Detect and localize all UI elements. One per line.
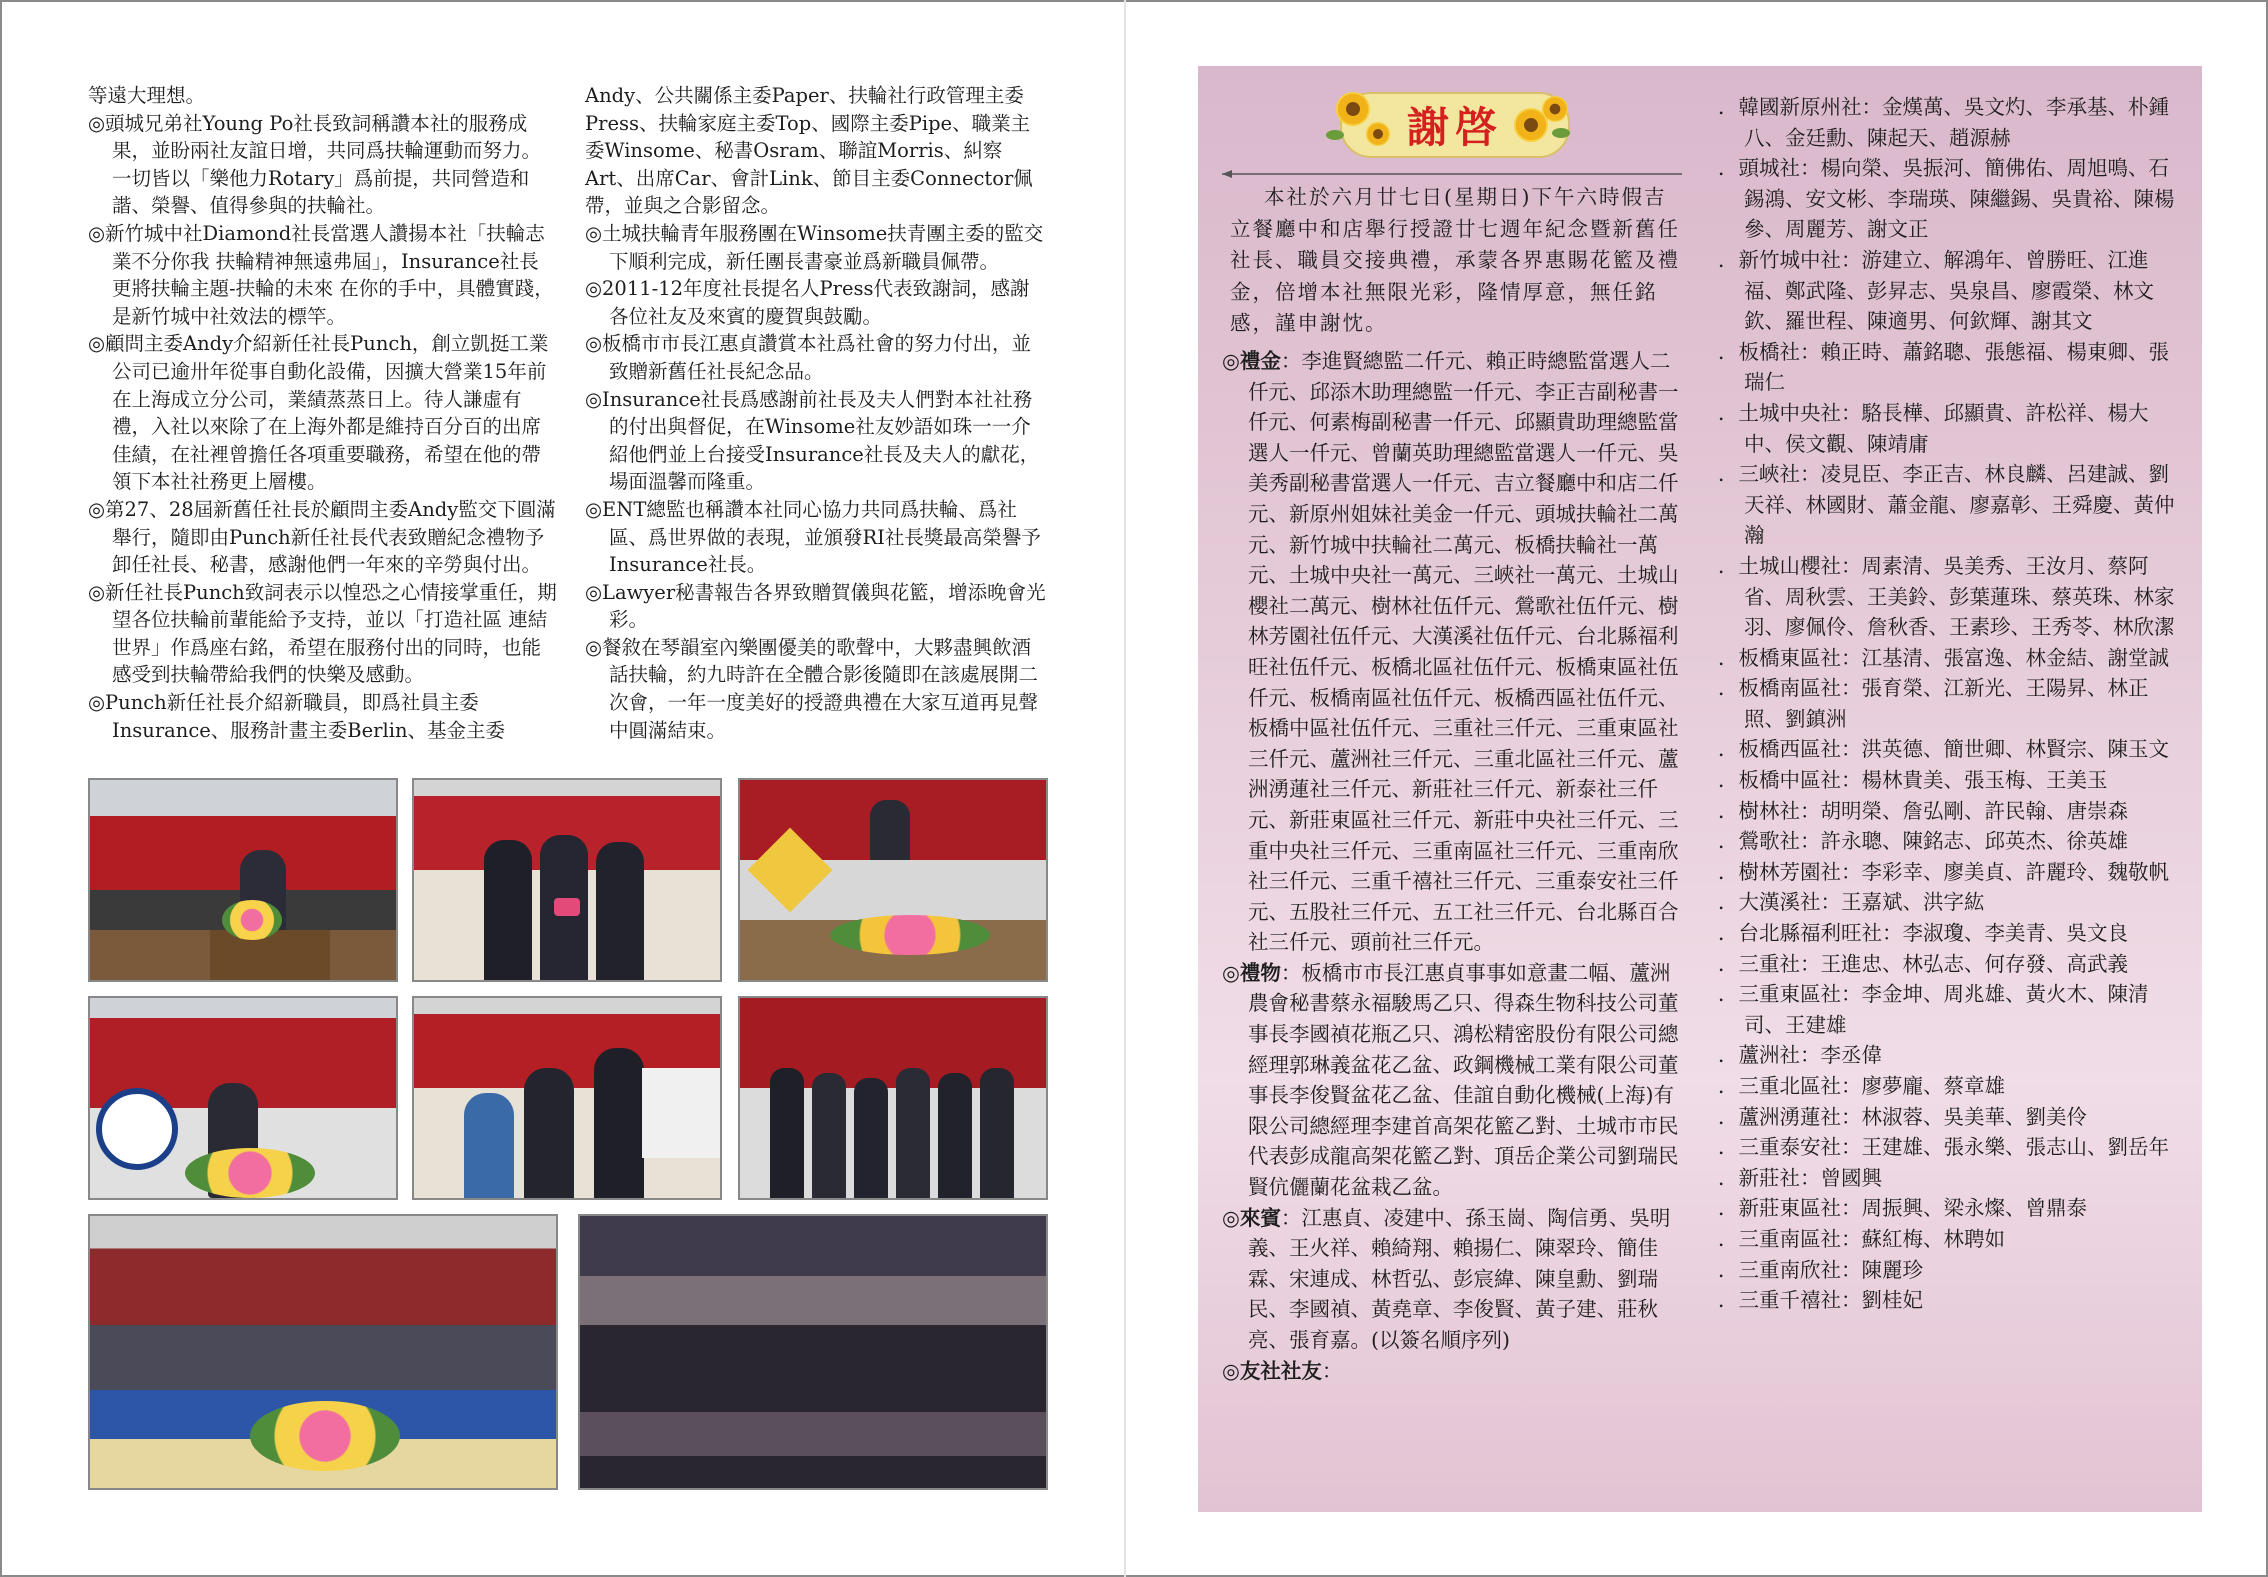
photo-6-person-5 bbox=[938, 1073, 972, 1198]
article-paragraph bbox=[88, 220, 558, 330]
title-divider bbox=[1222, 169, 1682, 179]
spread-gutter bbox=[1124, 0, 1126, 1577]
bullet-mark: ◎ bbox=[88, 332, 106, 356]
photo-6-person-1 bbox=[770, 1068, 804, 1198]
club-entry bbox=[1718, 887, 2188, 918]
club-entry bbox=[1718, 245, 2188, 337]
paragraph-text: 板橋市市長江惠貞讚賞本社爲社會的努力付出，並致贈新舊任社長紀念品。 bbox=[602, 332, 1032, 383]
club-text: 新莊社：曾國興 bbox=[1738, 1165, 1882, 1190]
section-text: ：李進賢總監二仟元、賴正時總監當選人二仟元、邱添木助理總監一仟元、李正吉副秘書一仟元、何素梅副秘書一仟元、邱顯貴助理總監當選人一仟元、曾蘭英助理總監當選人一仟元、吳美秀副秘書當選人一仟元、吉立餐廳中和店二仟元、新原州姐妹社美金一仟元、頭城扶輪社二萬元、新竹城中扶輪社二萬元、板橋扶輪社一萬元、土城中央社一萬元、三峽社一萬元、土城山櫻社二萬元、樹林社伍仟元、鶯歌社伍仟元、樹林芳園社伍仟元、大漢溪社伍仟元、台北縣福利旺社伍仟元、板橋北區社伍仟元、板橋東區社伍仟元、板橋南區社伍仟元、板橋西區社伍仟元、板橋中區社伍仟元、三重社三仟元、三重東區社三仟元、蘆洲社三仟元、三重北區社三仟元、蘆洲湧蓮社三仟元、新莊社三仟元、新泰社三仟元、新莊東區社三仟元、新莊中央社三仟元、三重中央社三仟元、三重南區社三仟元、三重南欣社三仟元、三重千禧社三仟元、三重泰安社三仟元、五股社三仟元、五工社三仟元、台北縣百合社三仟元、頭前社三仟元。 bbox=[1248, 349, 1679, 955]
bullet-dot: ． bbox=[1718, 645, 1739, 670]
bullet-dot: ． bbox=[1718, 95, 1739, 119]
club-entry bbox=[1718, 337, 2188, 398]
club-entry bbox=[1718, 1224, 2188, 1255]
club-entry bbox=[1718, 979, 2188, 1040]
club-entry bbox=[1718, 1102, 2188, 1133]
club-entry bbox=[1718, 551, 2188, 643]
club-entry bbox=[1718, 1040, 2188, 1071]
photo-6-person-2 bbox=[812, 1073, 846, 1198]
club-entry bbox=[1718, 643, 2188, 674]
club-text: 三重北區社：廖夢龐、蔡章雄 bbox=[1738, 1074, 2005, 1098]
article-paragraph bbox=[585, 220, 1047, 275]
article-paragraph bbox=[585, 275, 1047, 330]
photo-6-person-3 bbox=[854, 1078, 888, 1198]
club-entry bbox=[1718, 153, 2188, 245]
sunflower-icon bbox=[1336, 92, 1370, 126]
paragraph-text: 第27、28屆新舊任社長於顧問主委Andy監交下圓滿舉行，隨即由Punch新任社長代表致贈紀念禮物予卸任社長、秘書，感謝他們一年來的辛勞與付出。 bbox=[105, 497, 556, 577]
section-text: ：江惠貞、凌建中、孫玉崗、陶信勇、吳明義、王火祥、賴綺翔、賴揚仁、陳翠玲、簡佳霖、宋連成、林哲弘、彭宸緯、陳皇勳、劉瑞民、李國禎、黃堯章、李俊賢、黃子建、莊秋亮、張育嘉。(以簽名順序列) bbox=[1248, 1205, 1671, 1352]
article-paragraph bbox=[585, 386, 1047, 496]
bullet-mark: ◎ bbox=[88, 497, 106, 521]
club-text: 三重泰安社：王建雄、張永樂、張志山、劉岳年 bbox=[1738, 1135, 2169, 1160]
bullet-dot: ． bbox=[1718, 798, 1739, 823]
club-entry bbox=[1718, 1132, 2188, 1163]
section-text: ：板橋市市長江惠貞事事如意畫二幅、蘆洲農會秘書蔡永福駿馬乙只、得森生物科技公司董事長李國禎花瓶乙只、鴻松精密股份有限公司總經理郭琳義盆花乙盆、政鋼機械工業有限公司董事長李俊賢盆花乙盆、佳誼自動化機械(上海)有限公司總經理李建首高架花籃乙對、土城市市民代表彭成龍高架花籃乙對、頂岳企業公司劉瑞民賢伉儷蘭花盆栽乙盆。 bbox=[1248, 960, 1679, 1200]
article-paragraph bbox=[585, 496, 1047, 579]
bullet-dot: ． bbox=[1718, 339, 1739, 364]
bullet-dot: ． bbox=[1718, 553, 1739, 578]
bullet-dot: ． bbox=[1718, 1196, 1739, 1221]
paragraph-text: Lawyer秘書報告各界致贈賀儀與花籃，增添晚會光彩。 bbox=[602, 580, 1046, 632]
club-text: 板橋中區社：楊林貴美、張玉梅、王美玉 bbox=[1738, 768, 2108, 793]
club-entry bbox=[1718, 1255, 2188, 1286]
article-paragraph bbox=[88, 496, 558, 579]
bullet-mark: ◎ bbox=[585, 497, 603, 521]
bullet-dot: ． bbox=[1718, 1104, 1739, 1129]
club-text: 頭城社：楊向榮、吳振河、簡佛佑、周旭鳴、石錫鴻、安文彬、李瑞瑛、陳繼錫、吳貴裕、陳楊參、周麗芳、謝文正 bbox=[1738, 156, 2175, 242]
photo-4 bbox=[88, 996, 398, 1200]
club-text: 土城中央社：駱長樺、邱顯貴、許松祥、楊大中、侯文觀、陳靖庸 bbox=[1738, 400, 2149, 456]
paragraph-text: 顧問主委Andy介紹新任社長Punch，創立凱挺工業公司已逾卅年從事自動化設備，因擴大營業15年前在上海成立分公司，業績蒸蒸日上。待人謙虛有禮，入社以來除了在上海外都是維持百分百的出席佳績，在社裡曾擔任各項重要職務，希望在他的帶領下本社社務更上層樓。 bbox=[105, 332, 549, 494]
leaf-icon bbox=[1552, 128, 1570, 138]
section-mark: ◎ bbox=[1222, 349, 1240, 373]
paragraph-text: 餐敘在琴韻室內樂團優美的歌聲中，大夥盡興飲酒話扶輪，約九時許在全體合影後隨即在該處展開二次會，一年一度美好的授證典禮在大家互道再見聲中圓滿結束。 bbox=[602, 635, 1039, 742]
club-entry bbox=[1718, 673, 2188, 734]
section-mark: ◎ bbox=[1222, 960, 1240, 985]
bullet-dot: ． bbox=[1718, 737, 1739, 762]
club-entry bbox=[1718, 1071, 2188, 1102]
article-paragraph bbox=[585, 579, 1047, 634]
club-text: 土城山櫻社：周素清、吳美秀、王汝月、蔡阿省、周秋雲、王美鈴、彭葉蓮珠、蔡英珠、林家羽、廖佩伶、詹秋香、王素珍、王秀苓、林欣潔 bbox=[1738, 553, 2175, 640]
club-entry bbox=[1718, 796, 2188, 827]
club-text: 大漢溪社：王嘉斌、洪字紘 bbox=[1738, 890, 1985, 915]
bullet-dot: ． bbox=[1718, 1074, 1739, 1098]
section-heading: 友社社友 bbox=[1239, 1358, 1322, 1383]
thanks-section bbox=[1222, 1203, 1684, 1356]
bullet-mark: ◎ bbox=[88, 691, 106, 715]
article-paragraph bbox=[585, 330, 1047, 385]
thanks-intro bbox=[1230, 182, 1682, 340]
photo-6-person-6 bbox=[980, 1068, 1014, 1198]
section-heading: 來賓 bbox=[1239, 1205, 1281, 1230]
photo-2-person-1 bbox=[484, 840, 532, 980]
photo-7 bbox=[88, 1214, 558, 1490]
bullet-dot: ． bbox=[1718, 859, 1739, 884]
bullet-dot: ． bbox=[1718, 1165, 1739, 1190]
section-heading: 禮金 bbox=[1239, 349, 1281, 373]
article-paragraph bbox=[585, 634, 1047, 744]
bullet-mark: ◎ bbox=[585, 580, 603, 604]
club-text: 三重南區社：蘇紅梅、林聘如 bbox=[1738, 1226, 2005, 1251]
article-paragraph bbox=[88, 579, 558, 689]
bullet-mark: ◎ bbox=[585, 221, 603, 245]
bullet-mark: ◎ bbox=[585, 387, 603, 411]
paragraph-text: 土城扶輪青年服務團在Winsome扶青團主委的監交下順利完成，新任團長書豪並爲新職員佩帶。 bbox=[602, 221, 1044, 273]
club-text: 鶯歌社：許永聰、陳銘志、邱英杰、徐英雄 bbox=[1738, 829, 2128, 854]
paragraph-text: 新竹城中社Diamond社長當選人讚揚本社「扶輪志業不分你我 扶輪精神無遠弗屆」，Insurance社長更將扶輪主題-扶輪的未來 在你的手中，具體實踐，是新竹城中社效法的標竿。 bbox=[105, 221, 554, 328]
club-text: 韓國新原州社：金熯萬、吳文灼、李承基、朴鍾八、金廷勳、陳起天、趙源赫 bbox=[1738, 95, 2169, 150]
thanks-section bbox=[1222, 958, 1684, 1203]
bullet-dot: ． bbox=[1718, 890, 1739, 915]
photo-3 bbox=[738, 778, 1048, 982]
photo-2-gift bbox=[554, 898, 580, 916]
bullet-dot: ． bbox=[1718, 829, 1739, 854]
thanks-title: 謝啓 bbox=[1406, 103, 1503, 152]
club-entry bbox=[1718, 918, 2188, 949]
article-paragraph bbox=[88, 689, 558, 744]
leaf-icon bbox=[1326, 130, 1344, 140]
club-text: 板橋西區社：洪英德、簡世卿、林賢宗、陳玉文 bbox=[1738, 737, 2169, 762]
photo-6-person-4 bbox=[896, 1068, 930, 1198]
section-text: ： bbox=[1321, 1358, 1343, 1383]
bullet-dot: ． bbox=[1718, 768, 1739, 793]
paragraph-text: ENT總監也稱讚本社同心協力共同爲扶輪、爲社區、爲世界做的表現，並頒發RI社長獎最高榮譽予Insurance社長。 bbox=[602, 497, 1041, 577]
article-paragraph bbox=[88, 330, 558, 496]
photo-5-poster bbox=[642, 1068, 720, 1158]
club-text: 新莊東區社：周振興、梁永燦、曾鼎泰 bbox=[1738, 1196, 2087, 1221]
bullet-mark: ◎ bbox=[585, 332, 603, 356]
thanks-intro-text: 本社於六月廿七日(星期日)下午六時假吉立餐廳中和店舉行授證廿七週年紀念暨新舊任社長、職員交接典禮，承蒙各界惠賜花籃及禮金，倍增本社無限光彩，隆情厚意，無任銘感，謹申謝忱。 bbox=[1230, 185, 1680, 336]
club-entry bbox=[1718, 857, 2188, 888]
club-text: 三峽社：凌見臣、李正吉、林良麟、呂建誠、劉天祥、林國財、蕭金龍、廖嘉彰、王舜慶、黃仲瀚 bbox=[1738, 462, 2175, 548]
sunflower-icon bbox=[1366, 122, 1390, 146]
section-heading: 禮物 bbox=[1239, 960, 1281, 985]
club-text: 樹林芳園社：李彩幸、廖美貞、許麗玲、魏敬帆 bbox=[1738, 859, 2169, 884]
bullet-dot: ． bbox=[1718, 400, 1739, 425]
photo-1-podium bbox=[210, 930, 330, 980]
photo-3-flowers bbox=[830, 915, 990, 955]
club-text: 三重社：王進忠、林弘志、何存發、高武義 bbox=[1738, 951, 2128, 976]
bullet-dot: ． bbox=[1718, 156, 1739, 181]
article-paragraph bbox=[585, 82, 1047, 220]
bullet-mark: ◎ bbox=[585, 277, 603, 301]
club-entry bbox=[1718, 949, 2188, 980]
bullet-dot: ． bbox=[1718, 921, 1739, 946]
club-entry bbox=[1718, 734, 2188, 765]
photo-4-rotary-wheel bbox=[96, 1088, 178, 1170]
bullet-dot: ． bbox=[1718, 247, 1739, 272]
bullet-mark: ◎ bbox=[88, 580, 106, 604]
section-mark: ◎ bbox=[1222, 1358, 1240, 1383]
article-column-2 bbox=[585, 82, 1047, 744]
paragraph-text: Punch新任社長介紹新職員，即爲社員主委Insurance、服務計畫主委Berlin、基金主委 bbox=[105, 691, 506, 742]
photo-6 bbox=[738, 996, 1048, 1200]
paragraph-text: Insurance社長爲感謝前社長及夫人們對本社社務的付出與督促，在Winsome社友妙語如珠一一介紹他們並上台接受Insurance社長及夫人的獻花，場面溫馨而隆重。 bbox=[602, 387, 1040, 494]
club-entry bbox=[1718, 1285, 2188, 1316]
thanks-section bbox=[1222, 1356, 1684, 1387]
club-entry bbox=[1718, 826, 2188, 857]
photo-1 bbox=[88, 778, 398, 982]
paragraph-text: 頭城兄弟社Young Po社長致詞稱讚本社的服務成果，並盼兩社友誼日增，共同爲扶輪運動而努力。一切皆以「樂他力Rotary」爲前提，共同營造和諧、榮譽、值得參與的扶輪社。 bbox=[105, 111, 542, 218]
club-text: 板橋社：賴正時、蕭銘聰、張態福、楊東卿、張瑞仁 bbox=[1738, 339, 2169, 395]
club-text: 三重東區社：李金坤、周兆雄、黃火木、陳清司、王建雄 bbox=[1738, 982, 2149, 1037]
club-text: 板橋南區社：張育榮、江新光、王陽昇、林正照、劉鎮洲 bbox=[1738, 676, 2149, 731]
article-column-1 bbox=[88, 82, 558, 744]
bullet-mark: ◎ bbox=[88, 221, 106, 245]
photo-1-flowers bbox=[222, 900, 282, 940]
club-text: 新竹城中社：游建立、解鴻年、曾勝旺、江進福、鄭武隆、彭昇志、吳泉昌、廖霞榮、林文欽、羅世程、陳適男、何欽輝、謝其文 bbox=[1738, 247, 2154, 334]
bullet-dot: ． bbox=[1718, 982, 1739, 1007]
photo-7-flowers bbox=[250, 1401, 400, 1471]
photo-4-flowers bbox=[185, 1148, 315, 1198]
photo-3-speaker bbox=[870, 800, 910, 860]
photo-5-person-3 bbox=[594, 1048, 644, 1198]
photo-8-caption-band bbox=[580, 1456, 1046, 1488]
thanks-sections bbox=[1222, 346, 1684, 1386]
bullet-dot: ． bbox=[1718, 951, 1739, 976]
club-text: 三重千禧社：劉桂妃 bbox=[1738, 1288, 1923, 1313]
club-entry bbox=[1718, 92, 2188, 153]
club-entry bbox=[1718, 1193, 2188, 1224]
club-members-list bbox=[1718, 92, 2188, 1316]
bullet-dot: ． bbox=[1718, 1135, 1739, 1160]
bullet-dot: ． bbox=[1718, 1257, 1739, 1282]
club-text: 蘆洲社：李丞偉 bbox=[1738, 1043, 1882, 1068]
paragraph-text: 等遠大理想。 bbox=[88, 84, 206, 107]
club-entry bbox=[1718, 459, 2188, 551]
bullet-mark: ◎ bbox=[88, 111, 106, 135]
bullet-dot: ． bbox=[1718, 1288, 1739, 1313]
photo-2 bbox=[412, 778, 722, 982]
bullet-dot: ． bbox=[1718, 462, 1739, 487]
paragraph-text: Andy、公共關係主委Paper、扶輪社行政管理主委Press、扶輪家庭主委Top、國際主委Pipe、職業主委Winsome、秘書Osram、聯誼Morris、糾察Art、出席Car、會計Link、節目主委Connector佩帶，並與之合影留念。 bbox=[585, 84, 1033, 218]
section-mark: ◎ bbox=[1222, 1205, 1240, 1230]
club-text: 台北縣福利旺社：李淑瓊、李美青、吳文良 bbox=[1738, 921, 2128, 946]
club-text: 板橋東區社：江基清、張富逸、林金結、謝堂誠 bbox=[1738, 645, 2169, 670]
club-text: 樹林社：胡明榮、詹弘剛、許民翰、唐崇森 bbox=[1738, 798, 2128, 823]
club-entry bbox=[1718, 398, 2188, 459]
bullet-mark: ◎ bbox=[585, 635, 603, 659]
article-paragraph bbox=[88, 110, 558, 220]
paragraph-text: 新任社長Punch致詞表示以惶恐之心情接掌重任，期望各位扶輪前輩能給予支持，並以「打造社區 連結世界」作爲座右銘，希望在服務付出的同時，也能感受到扶輪帶給我們的快樂及感動。 bbox=[105, 580, 557, 687]
club-entry bbox=[1718, 1163, 2188, 1194]
club-entry bbox=[1718, 765, 2188, 796]
thanks-section bbox=[1222, 346, 1684, 958]
article-paragraph bbox=[88, 82, 558, 110]
bullet-dot: ． bbox=[1718, 1043, 1739, 1068]
photo-8 bbox=[578, 1214, 1048, 1490]
photo-5-person-2 bbox=[524, 1068, 574, 1198]
bullet-dot: ． bbox=[1718, 1226, 1739, 1251]
club-text: 蘆洲湧蓮社：林淑蓉、吳美華、劉美伶 bbox=[1738, 1104, 2087, 1129]
photo-8-image bbox=[580, 1216, 1046, 1488]
bullet-dot: ． bbox=[1718, 676, 1739, 701]
photo-5-person-1 bbox=[464, 1093, 514, 1198]
photo-2-person-3 bbox=[596, 842, 644, 980]
photo-5 bbox=[412, 996, 722, 1200]
club-text: 三重南欣社：陳麗珍 bbox=[1738, 1257, 1923, 1282]
sunflower-icon bbox=[1542, 96, 1568, 122]
paragraph-text: 2011-12年度社長提名人Press代表致謝詞，感謝各位社友及來賓的慶賀與鼓勵。 bbox=[602, 277, 1030, 328]
